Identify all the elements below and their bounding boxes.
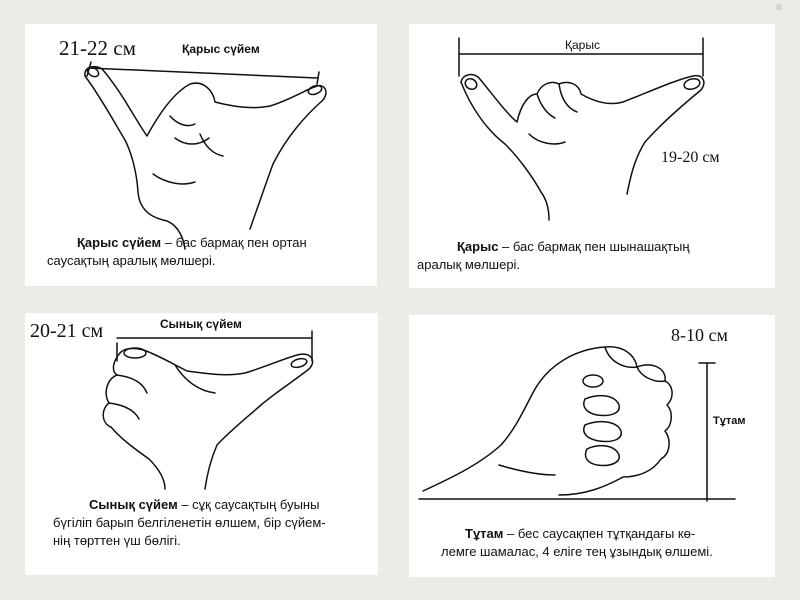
caption-dash: – xyxy=(161,235,176,250)
caption-line-1: бас бармақ пен шынашақтың xyxy=(512,239,690,254)
measure-label: Қарыс сүйем xyxy=(182,42,260,56)
caption-line-1: сұқ саусақтың буыны xyxy=(192,497,320,512)
caption-term: Сынық сүйем xyxy=(89,497,178,512)
caption-dash: – xyxy=(498,239,513,254)
caption-term: Қарыс xyxy=(457,239,499,254)
caption-line-2: аралық мөлшері. xyxy=(417,257,521,272)
measurement-value: 20-21 см xyxy=(30,320,104,342)
measurement-value: 8-10 см xyxy=(671,325,728,345)
caption-term: Тұтам xyxy=(465,526,504,541)
panel-karys xyxy=(409,24,775,288)
measurement-value: 19-20 см xyxy=(661,149,720,166)
caption-text xyxy=(441,525,713,561)
caption-line-2: лемге шамалас, 4 еліге тең ұзындық өлшемі. xyxy=(441,544,713,559)
measure-label: Қарыс xyxy=(562,38,603,52)
panel-karys-suiem xyxy=(25,24,377,286)
caption-dash: – xyxy=(503,526,518,541)
slide-corner-mark xyxy=(776,4,782,10)
caption-line-1: бас бармақ пен ортан xyxy=(175,235,307,250)
panel-synyk-suiem xyxy=(25,313,378,575)
measure-label: Сынық сүйем xyxy=(160,317,242,331)
measurement-value: 21-22 см xyxy=(59,36,136,60)
caption-line-3: нің төрттен үш бөлігі. xyxy=(53,533,181,548)
caption-line-1: бес саусақпен тұтқандағы кө- xyxy=(517,526,696,541)
caption-line-2: бүгіліп барып белгіленетін өлшем, бір сүйем- xyxy=(53,515,326,530)
caption-text xyxy=(47,234,307,270)
caption-text xyxy=(417,238,690,274)
caption-dash: – xyxy=(177,497,193,512)
measure-label: Тұтам xyxy=(713,415,746,427)
panel-tutam xyxy=(409,315,775,577)
caption-text xyxy=(53,496,326,550)
caption-line-2: саусақтың аралық мөлшері. xyxy=(47,253,216,268)
caption-term: Қарыс сүйем xyxy=(77,235,162,250)
